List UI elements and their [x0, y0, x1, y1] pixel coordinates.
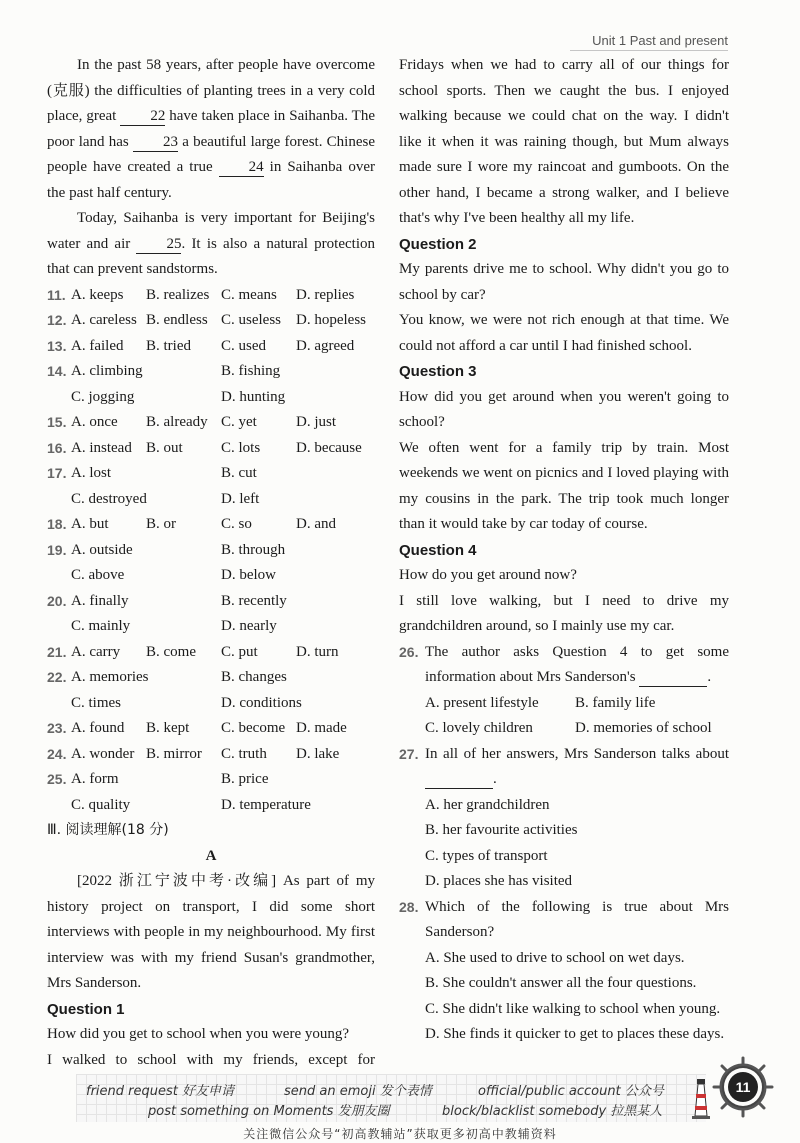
answer-option: C. jogging — [71, 388, 135, 405]
question-number — [47, 563, 71, 589]
question-stem: In all of her answers, Mrs Sanderson talks about . — [425, 745, 729, 787]
question-3-title: Question 3 — [399, 363, 477, 380]
answer-option: C. so — [221, 516, 252, 532]
answer-option: C. She didn't like walking to school when young. — [425, 1000, 721, 1017]
answer-option: C. types of transport — [425, 847, 548, 864]
question-1-ask: How did you get to school when you were young? — [47, 1026, 350, 1042]
answer-option: C. put — [221, 643, 258, 660]
answer-option: C. become — [221, 720, 286, 736]
option-row — [47, 767, 375, 793]
answer-option: D. She finds it quicker to get to places these days. — [425, 1026, 725, 1042]
answer-option: C. truth — [221, 745, 267, 762]
question-number: 26. — [399, 643, 419, 660]
answer-option: C. used — [221, 337, 266, 354]
blank-24: 24 — [219, 158, 264, 177]
answer-option: B. fishing — [221, 363, 281, 379]
reading-questions — [399, 640, 729, 1048]
option-row — [47, 283, 375, 309]
question-stem: Which of the following is true about Mrs Sanderson? — [425, 898, 729, 940]
answer-option: D. hopeless — [296, 312, 366, 328]
footer-term-4: post something on Moments 发朋友圈 — [148, 1104, 390, 1119]
answer-option: A. carry — [71, 643, 121, 660]
answer-option: C. above — [71, 567, 125, 583]
answer-option: B. already — [146, 414, 208, 430]
option-row — [399, 691, 729, 717]
footer-term-1: friend request 好友申请 — [86, 1084, 234, 1099]
right-column — [399, 53, 729, 1048]
answer-option: D. lake — [296, 745, 340, 762]
vocabulary-footer — [76, 1074, 706, 1122]
question-1-title: Question 1 — [47, 1000, 125, 1018]
answer-option: A. found — [71, 720, 125, 736]
answer-option: A. once — [71, 414, 118, 430]
answer-option: B. tried — [146, 337, 191, 354]
answer-option: C. times — [71, 694, 122, 711]
answer-option: B. out — [146, 439, 183, 456]
option-row — [47, 512, 375, 538]
answer-option: B. endless — [146, 312, 208, 328]
answer-option: A. memories — [71, 669, 149, 685]
option-row — [47, 691, 375, 717]
option-row — [47, 742, 375, 768]
question-number: 23. — [47, 720, 67, 736]
answer-option: A. present lifestyle — [425, 694, 539, 711]
answer-option: D. places she has visited — [425, 873, 573, 889]
answer-option: D. below — [221, 567, 276, 583]
answer-option: A. wonder — [71, 745, 135, 762]
answer-option: D. left — [221, 490, 260, 507]
question-number: 25. — [47, 771, 67, 787]
passage-label: A — [205, 847, 217, 864]
question-number: 22. — [47, 669, 67, 685]
option-row — [47, 589, 375, 615]
bottom-note: 关注微信公众号“初高教辅站”获取更多初高中教辅资料 — [243, 1127, 557, 1141]
answer-option: A. careless — [71, 312, 137, 328]
question-2-ask: My parents drive me to school. Why didn't you go to school by car? — [399, 261, 729, 303]
answer-option: B. through — [221, 541, 286, 558]
answer-option: D. made — [296, 720, 347, 736]
option-row — [47, 640, 375, 666]
answer-option: C. useless — [221, 312, 281, 328]
option-row — [47, 308, 375, 334]
question-number: 24. — [47, 745, 67, 762]
question-2-title: Question 2 — [399, 235, 477, 253]
answer-option: D. just — [296, 414, 337, 430]
answer-option: A. instead — [71, 439, 132, 456]
answer-option: B. her favourite activities — [425, 822, 578, 838]
question-1-answer-continued: Fridays when we had to carry all of our things for school sports. Then we caught the bus. I enjoyed walking because we could chat on the way. I didn't like it when it was raining though, but Mum always made sure I wore my raincoat and gumboots. On the other hand, I became a strong walker, and I believe that's why I've been healthy all my life. — [399, 57, 729, 226]
answer-option: A. her grandchildren — [425, 796, 550, 813]
option-row — [47, 487, 375, 513]
question-3-answer: We often went for a family trip by train. Most weekends we went on picnics and I loved playing with my cousins in the park. The trip took much longer than it would take by car today of course. — [399, 439, 729, 532]
answer-option: B. price — [221, 771, 269, 787]
question-number: 20. — [47, 592, 67, 609]
option-row — [47, 334, 375, 360]
question-1-answer-start: I walked to school with my friends, except for — [47, 1051, 375, 1068]
option-row — [47, 665, 375, 691]
left-column — [47, 53, 375, 1073]
question-stem: The author asks Question 4 to get some information about Mrs Sanderson's . — [425, 643, 729, 685]
answer-option: D. replies — [296, 286, 355, 303]
option-row — [47, 538, 375, 564]
reading-question — [399, 640, 729, 691]
answer-blank — [425, 770, 493, 789]
option-row — [47, 359, 375, 385]
answer-blank — [639, 668, 707, 687]
question-number: 11. — [47, 286, 66, 303]
blank-22: 22 — [120, 107, 165, 126]
answer-option: D. conditions — [221, 694, 302, 711]
question-number: 17. — [47, 465, 67, 481]
answer-option: D. and — [296, 516, 336, 532]
question-number — [47, 793, 71, 819]
question-number — [47, 691, 71, 717]
blank-23: 23 — [133, 133, 178, 152]
blank-25: 25 — [136, 235, 181, 254]
question-number: 19. — [47, 541, 67, 558]
answer-option: C. lovely children — [425, 720, 533, 736]
answer-option: B. She couldn't answer all the four questions. — [425, 975, 697, 991]
question-number: 13. — [47, 337, 67, 354]
option-row — [47, 563, 375, 589]
passage-intro: [2022 浙江宁波中考·改编] As part of my history project on transport, I did some short interviews with people in my neighbourhood. My first interview was with my friend Susan's grandmother, Mrs Sanderson. — [47, 873, 375, 991]
question-number: 16. — [47, 439, 67, 456]
answer-option: A. outside — [71, 541, 133, 558]
answer-option: B. cut — [221, 465, 257, 481]
question-number: 18. — [47, 516, 67, 532]
option-row — [47, 716, 375, 742]
reading-question — [399, 742, 729, 793]
answer-option: B. come — [146, 643, 196, 660]
question-number: 27. — [399, 745, 419, 762]
question-number — [47, 614, 71, 640]
answer-option: A. climbing — [71, 363, 143, 379]
question-2-answer: You know, we were not rich enough at that time. We could not afford a car until I had finished school. — [399, 312, 729, 354]
answer-option: B. family life — [575, 694, 656, 711]
page-number: 11 — [728, 1072, 758, 1102]
question-number: 28. — [399, 898, 419, 915]
answer-option: C. lots — [221, 439, 261, 456]
question-number — [47, 487, 71, 513]
answer-option: C. quality — [71, 796, 131, 813]
answer-option: B. changes — [221, 669, 287, 685]
question-number — [47, 385, 71, 411]
cloze-options-list — [47, 283, 375, 819]
option-row — [399, 716, 729, 742]
answer-option: A. finally — [71, 592, 129, 609]
answer-option: A. form — [71, 771, 119, 787]
answer-option: D. memories of school — [575, 720, 712, 736]
reading-question — [399, 895, 729, 946]
answer-option: A. but — [71, 516, 109, 532]
running-header: Unit 1 Past and present — [570, 33, 728, 51]
answer-option: B. or — [146, 516, 176, 532]
answer-option: C. destroyed — [71, 490, 147, 507]
option-row — [47, 410, 375, 436]
answer-option: A. lost — [71, 465, 112, 481]
answer-option: D. because — [296, 439, 362, 456]
cloze-paragraph-2: Today, Saihanba is very important for Beijing's water and air 25. It is also a natural protection that can prevent sandstorms. — [47, 210, 375, 277]
question-4-ask: How do you get around now? — [399, 567, 577, 583]
answer-option: D. nearly — [221, 618, 277, 634]
answer-option: D. turn — [296, 643, 339, 660]
option-row — [47, 436, 375, 462]
lighthouse-icon — [690, 1076, 712, 1120]
answer-option: A. She used to drive to school on wet days. — [425, 949, 685, 966]
footer-term-2: send an emoji 发个表情 — [284, 1084, 432, 1099]
question-4-answer: I still love walking, but I need to drive my grandchildren around, so I mainly use my car. — [399, 592, 729, 634]
footer-term-5: block/blacklist somebody 拉黑某人 — [442, 1104, 663, 1119]
answer-option: D. hunting — [221, 388, 286, 405]
question-3-ask: How did you get around when you weren't going to school? — [399, 388, 729, 430]
option-row — [47, 614, 375, 640]
question-4-title: Question 4 — [399, 541, 477, 559]
answer-option: D. temperature — [221, 796, 311, 813]
answer-option: B. realizes — [146, 286, 210, 303]
section-heading: Ⅲ. 阅读理解(18 分) — [47, 822, 169, 838]
option-row — [47, 793, 375, 819]
answer-option: D. agreed — [296, 337, 355, 354]
answer-option: C. yet — [221, 414, 257, 430]
question-number: 12. — [47, 312, 67, 328]
footer-term-3: official/public account 公众号 — [478, 1084, 664, 1099]
cloze-paragraph-1: In the past 58 years, after people have overcome (克服) the difficulties of planting trees in a very cold place, great 22 have taken place in Saihanba. The poor land has 23 a beautiful large forest. Chinese people have created a true 24 in Saihanba over the past half century. — [47, 57, 376, 201]
question-number: 21. — [47, 643, 67, 660]
question-number: 15. — [47, 414, 67, 430]
answer-option: A. failed — [71, 337, 124, 354]
answer-option: A. keeps — [71, 286, 124, 303]
answer-option: B. recently — [221, 592, 287, 609]
option-row — [47, 385, 375, 411]
answer-option: B. kept — [146, 720, 190, 736]
question-number: 14. — [47, 363, 67, 379]
option-row — [47, 461, 375, 487]
answer-option: C. means — [221, 286, 277, 303]
answer-option: B. mirror — [146, 745, 202, 762]
answer-option: C. mainly — [71, 618, 131, 634]
